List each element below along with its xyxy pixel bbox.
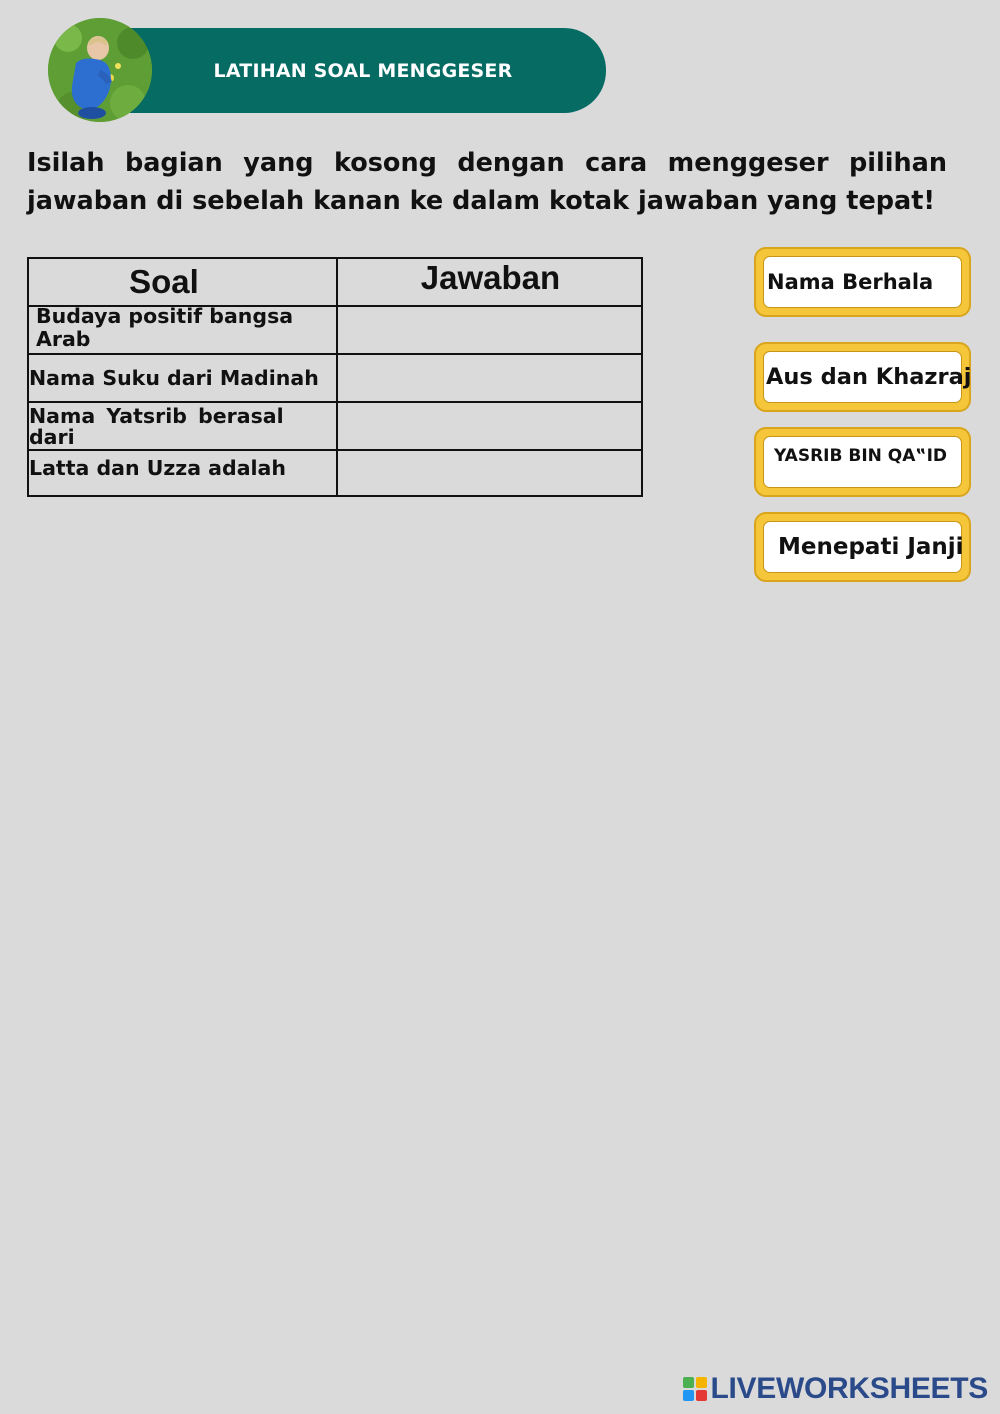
question-line: Latta dan Uzza adalah [29,457,286,480]
answer-option-label: YASRIB BIN QA‟ID [763,436,962,488]
child-photo-avatar [48,18,152,122]
column-header-jawaban: Jawaban [420,259,561,296]
brand-name: LIVEWORKSHEETS [710,1372,988,1405]
answer-option-label: Aus dan Khazraj [763,351,962,403]
answer-option-label: Menepati Janji [763,521,962,573]
answer-drop-zone[interactable] [338,355,641,401]
answer-drop-zone[interactable] [338,307,641,353]
table-row-question [29,305,336,351]
liveworksheets-logo [683,1372,989,1406]
instruction-text: Isilah bagian yang kosong dengan cara menggeser pilihan jawaban di sebelah kanan ke dalam kotak jawaban yang tepat! [27,148,947,216]
child-photo-image [48,18,152,122]
answer-option-yasrib-bin-qaid[interactable] [754,427,971,497]
answer-drop-zone[interactable] [338,451,641,495]
answer-option-aus-dan-khazraj[interactable] [754,342,971,412]
answer-drop-zone[interactable] [338,403,641,449]
question-line: dari [29,425,75,449]
question-table [27,257,643,497]
answer-option-label: Nama Berhala [763,256,962,308]
question-line: Nama Suku dari Madinah [29,367,319,390]
column-header-soal: Soal [129,263,199,300]
question-line: Arab [36,327,91,351]
table-row-question [29,457,336,480]
question-line: Nama Yatsrib berasal [29,405,284,428]
page-title-banner [130,28,606,113]
answer-option-menepati-janji[interactable] [754,512,971,582]
liveworksheets-logo-icon [683,1377,707,1401]
question-line: Budaya positif bangsa [36,305,294,328]
table-row-question [29,367,336,390]
table-row-question [29,405,336,449]
answer-option-nama-berhala[interactable] [754,247,971,317]
page-title: LATIHAN SOAL MENGGESER [213,59,513,82]
